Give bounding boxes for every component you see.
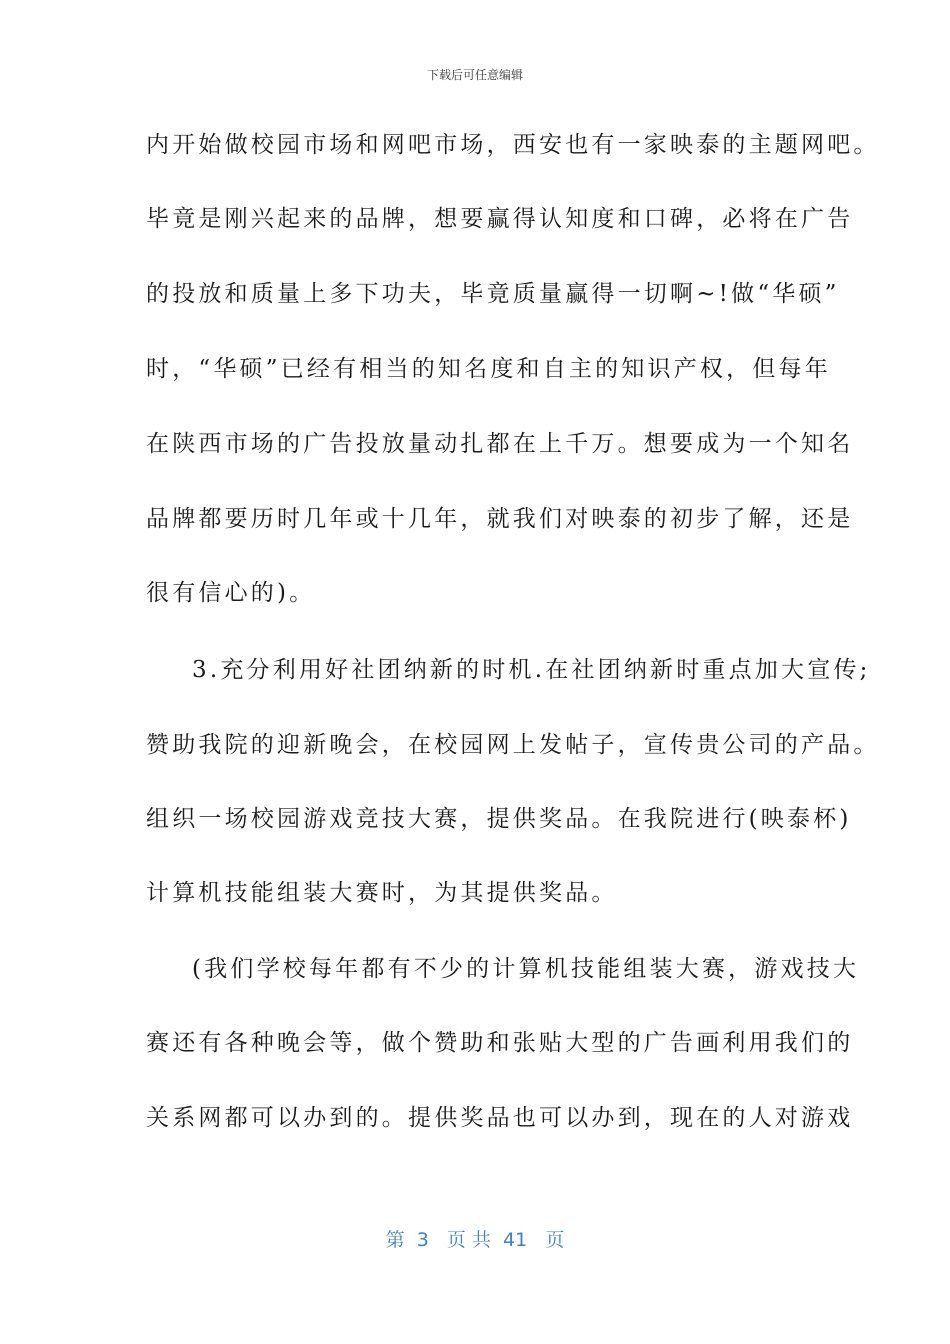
body-line: 时，“华硕”已经有相当的知名度和自主的知识产权，但每年 bbox=[146, 356, 831, 382]
body-line: 赞助我院的迎新晚会，在校园网上发帖子，宣传贵公司的产品。 bbox=[146, 732, 880, 758]
body-line-indented: 3.充分利用好社团纳新的时机.在社团纳新时重点加大宣传; bbox=[192, 657, 871, 683]
body-line: 赛还有各种晚会等，做个赞助和张贴大型的广告画利用我们的 bbox=[146, 1030, 854, 1056]
page-header-note: 下载后可任意编辑 bbox=[426, 68, 523, 82]
page-number-footer: 第 3 页 共 41 页 bbox=[385, 1229, 565, 1251]
body-line: 很有信心的)。 bbox=[146, 580, 316, 606]
body-line-indented: (我们学校每年都有不少的计算机技能组装大赛，游戏技大 bbox=[192, 956, 860, 982]
body-line: 毕竟是刚兴起来的品牌，想要赢得认知度和口碑，必将在广告 bbox=[146, 206, 854, 232]
body-line: 的投放和质量上多下功夫，毕竟质量赢得一切啊~!做“华硕” bbox=[146, 281, 840, 307]
body-line: 计算机技能组装大赛时，为其提供奖品。 bbox=[146, 880, 618, 906]
body-line: 品牌都要历时几年或十几年，就我们对映泰的初步了解，还是 bbox=[146, 506, 854, 532]
body-line: 内开始做校园市场和网吧市场，西安也有一家映泰的主题网吧。 bbox=[146, 132, 880, 158]
body-line: 组织一场校园游戏竞技大赛，提供奖品。在我院进行(映泰杯) bbox=[146, 806, 852, 832]
body-line: 在陕西市场的广告投放量动扎都在上千万。想要成为一个知名 bbox=[146, 431, 854, 457]
body-line: 关系网都可以办到的。提供奖品也可以办到，现在的人对游戏 bbox=[146, 1105, 854, 1131]
